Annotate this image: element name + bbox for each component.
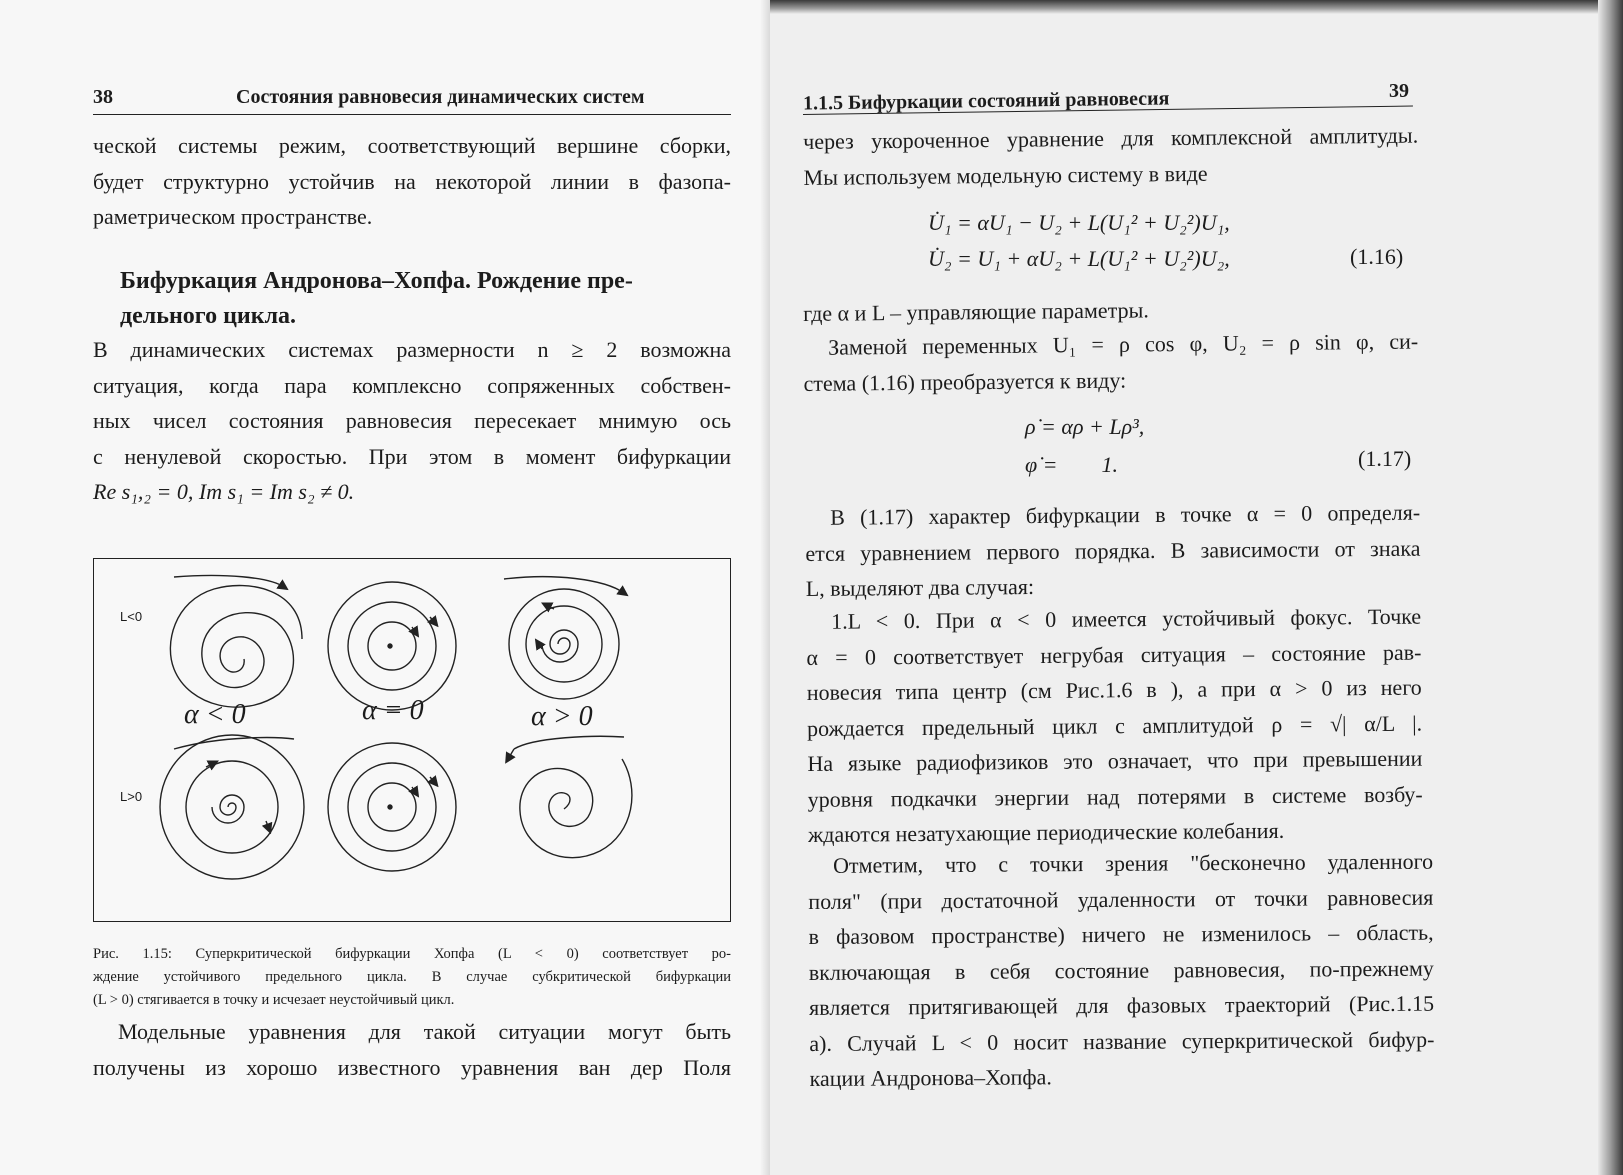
text-line: В динамических системах размерности n ≥ 2 возможна: [93, 337, 731, 362]
text-line: На языке радиофизиков это означает, что при превышении: [807, 745, 1423, 776]
text-line: получены из хорошо известного уравнения ван дер Поля: [93, 1054, 731, 1080]
text-line: Отметим, что с точки зрения "бесконечно удаленного: [833, 848, 1434, 878]
equation-1-16-line-2: U̇₂ = U₁ + αU₂ + L(U₁² + U₂²)U₂,: [928, 246, 1230, 271]
paragraph-3: [93, 1014, 731, 1085]
text-line: ных чисел состояния равновесия пересекает мнимую ось: [93, 408, 731, 433]
section-heading: [120, 264, 731, 334]
text-line: ситуация, когда пара комплексно сопряженных собствен-: [93, 372, 731, 398]
phase-portraits: [94, 559, 729, 920]
portrait-center-bottom: [328, 743, 456, 871]
text-line: В (1.17) характер бифуркации в точке α = 0 определя-: [830, 499, 1421, 530]
text-line: раметрическом пространстве.: [93, 204, 373, 229]
text-line: через укороченное уравнение для комплексной амплитуды.: [803, 122, 1419, 154]
text-line: в фазовом пространстве) ничего не изменилось – область,: [808, 919, 1434, 949]
header-rule: [93, 114, 731, 115]
equation-number-1-17: (1.17): [1358, 446, 1412, 471]
text-line: L, выделяют два случая:: [805, 574, 1035, 601]
portrait-unstable-focus-bottom: [508, 736, 632, 857]
alpha-label-pos: α > 0: [531, 701, 593, 732]
text-line: 1.L < 0. При α < 0 имеется устойчивый фокус. Точке: [831, 603, 1422, 634]
equation-1-17-line-2: φ̇ = 1.: [1025, 452, 1119, 477]
portrait-center-top: [328, 582, 456, 710]
text-line: с ненулевой скоростью. При этом в момент бифуркации: [93, 443, 731, 469]
text-line: ждаются незатухающие периодические колебания.: [807, 817, 1285, 847]
paragraph-3: [803, 324, 1419, 401]
text-line: кации Андронова–Хопфа.: [809, 1064, 1052, 1091]
paragraph-1: [93, 128, 731, 235]
text-line: стема (1.16) преобразуется к виду:: [803, 367, 1127, 396]
text-line: поля" (при достаточной удаленности от точки равновесия: [808, 884, 1434, 914]
caption-line: ждение устойчивого предельного цикла. В случае субкритической бифуркации: [93, 969, 731, 985]
figure-caption: [93, 943, 731, 1012]
text-line: α = 0 соответствует негрубая ситуация – состояние рав-: [806, 639, 1422, 670]
alpha-label-zero: α = 0: [362, 695, 424, 726]
text-line: ческой системы режим, соответствующий вершине сборки,: [93, 133, 731, 158]
right-page: [770, 0, 1623, 1175]
text-line: а). Случай L < 0 носит название суперкритической бифур-: [809, 1026, 1435, 1056]
paragraph-1: [803, 118, 1419, 195]
text-line: рождается предельный цикл с амплитудой ρ = √| α/L |.: [806, 710, 1423, 741]
scan-shadow-right: [1598, 0, 1623, 1175]
text-line: Заменой переменных U₁ = ρ cos φ, U₂ = ρ sin φ, си-: [828, 328, 1419, 360]
portrait-unstable-cycle-bottom: [160, 735, 304, 879]
equation-number-1-16: (1.16): [1350, 244, 1404, 269]
paragraph-6: [808, 844, 1435, 1097]
heading-line: Бифуркация Андронова–Хопфа. Рождение пре-: [120, 268, 633, 294]
row-label-l-neg: L<0: [120, 609, 143, 624]
heading-line: дельного цикла.: [120, 303, 297, 329]
paragraph-4: [805, 495, 1421, 607]
portrait-limit-cycle-top: [504, 577, 624, 699]
row-label-l-pos: L>0: [120, 789, 143, 804]
figure-1-15: [93, 558, 731, 922]
text-line: является притягивающей для фазовых траекторий (Рис.1.15: [809, 990, 1435, 1020]
paragraph-2: [93, 332, 731, 510]
running-head: 1.1.5 Бифуркации состояний равновесия: [802, 87, 1170, 115]
text-line: ется уравнением первого порядка. В зависимости от знака: [805, 535, 1421, 566]
formula-line: Re s₁,₂ = 0, Im s₁ = Im s₂ ≠ 0.: [93, 479, 355, 504]
page-number: 39: [1389, 80, 1409, 102]
text-line: Мы используем модельную систему в виде: [803, 160, 1208, 190]
text-line: будет структурно устойчив на некоторой линии в фазопа-: [93, 168, 731, 194]
text-line: новесия типа центр (см Рис.1.6 в ), а при α > 0 из него: [806, 674, 1422, 705]
page-number: 38: [93, 86, 113, 108]
text-line: включающая в себя состояние равновесия, по-прежнему: [808, 955, 1434, 985]
left-page: [0, 0, 770, 1175]
portrait-stable-focus-top: [170, 575, 302, 707]
text-line: Модельные уравнения для такой ситуации могут быть: [118, 1019, 731, 1044]
scan-shadow-top: [770, 0, 1623, 14]
caption-line: (L > 0) стягивается в точку и исчезает неустойчивый цикл.: [93, 992, 455, 1008]
text-line: где α и L – управляющие параметры.: [803, 297, 1149, 326]
running-head: Состояния равновесия динамических систем: [236, 86, 645, 108]
caption-line: Рис. 1.15: Суперкритической бифуркации Хопфа (L < 0) соответствует ро-: [93, 946, 731, 962]
paragraph-5: [806, 599, 1423, 853]
text-line: уровня подкачки энергии над потерями в системе возбу-: [807, 781, 1423, 812]
alpha-label-neg: α < 0: [184, 699, 246, 730]
equation-1-16-line-1: U̇₁ = αU₁ − U₂ + L(U₁² + U₂²)U₁,: [928, 210, 1230, 235]
equation-1-17-line-1: ρ̇ = αρ + Lρ³,: [1025, 414, 1145, 439]
